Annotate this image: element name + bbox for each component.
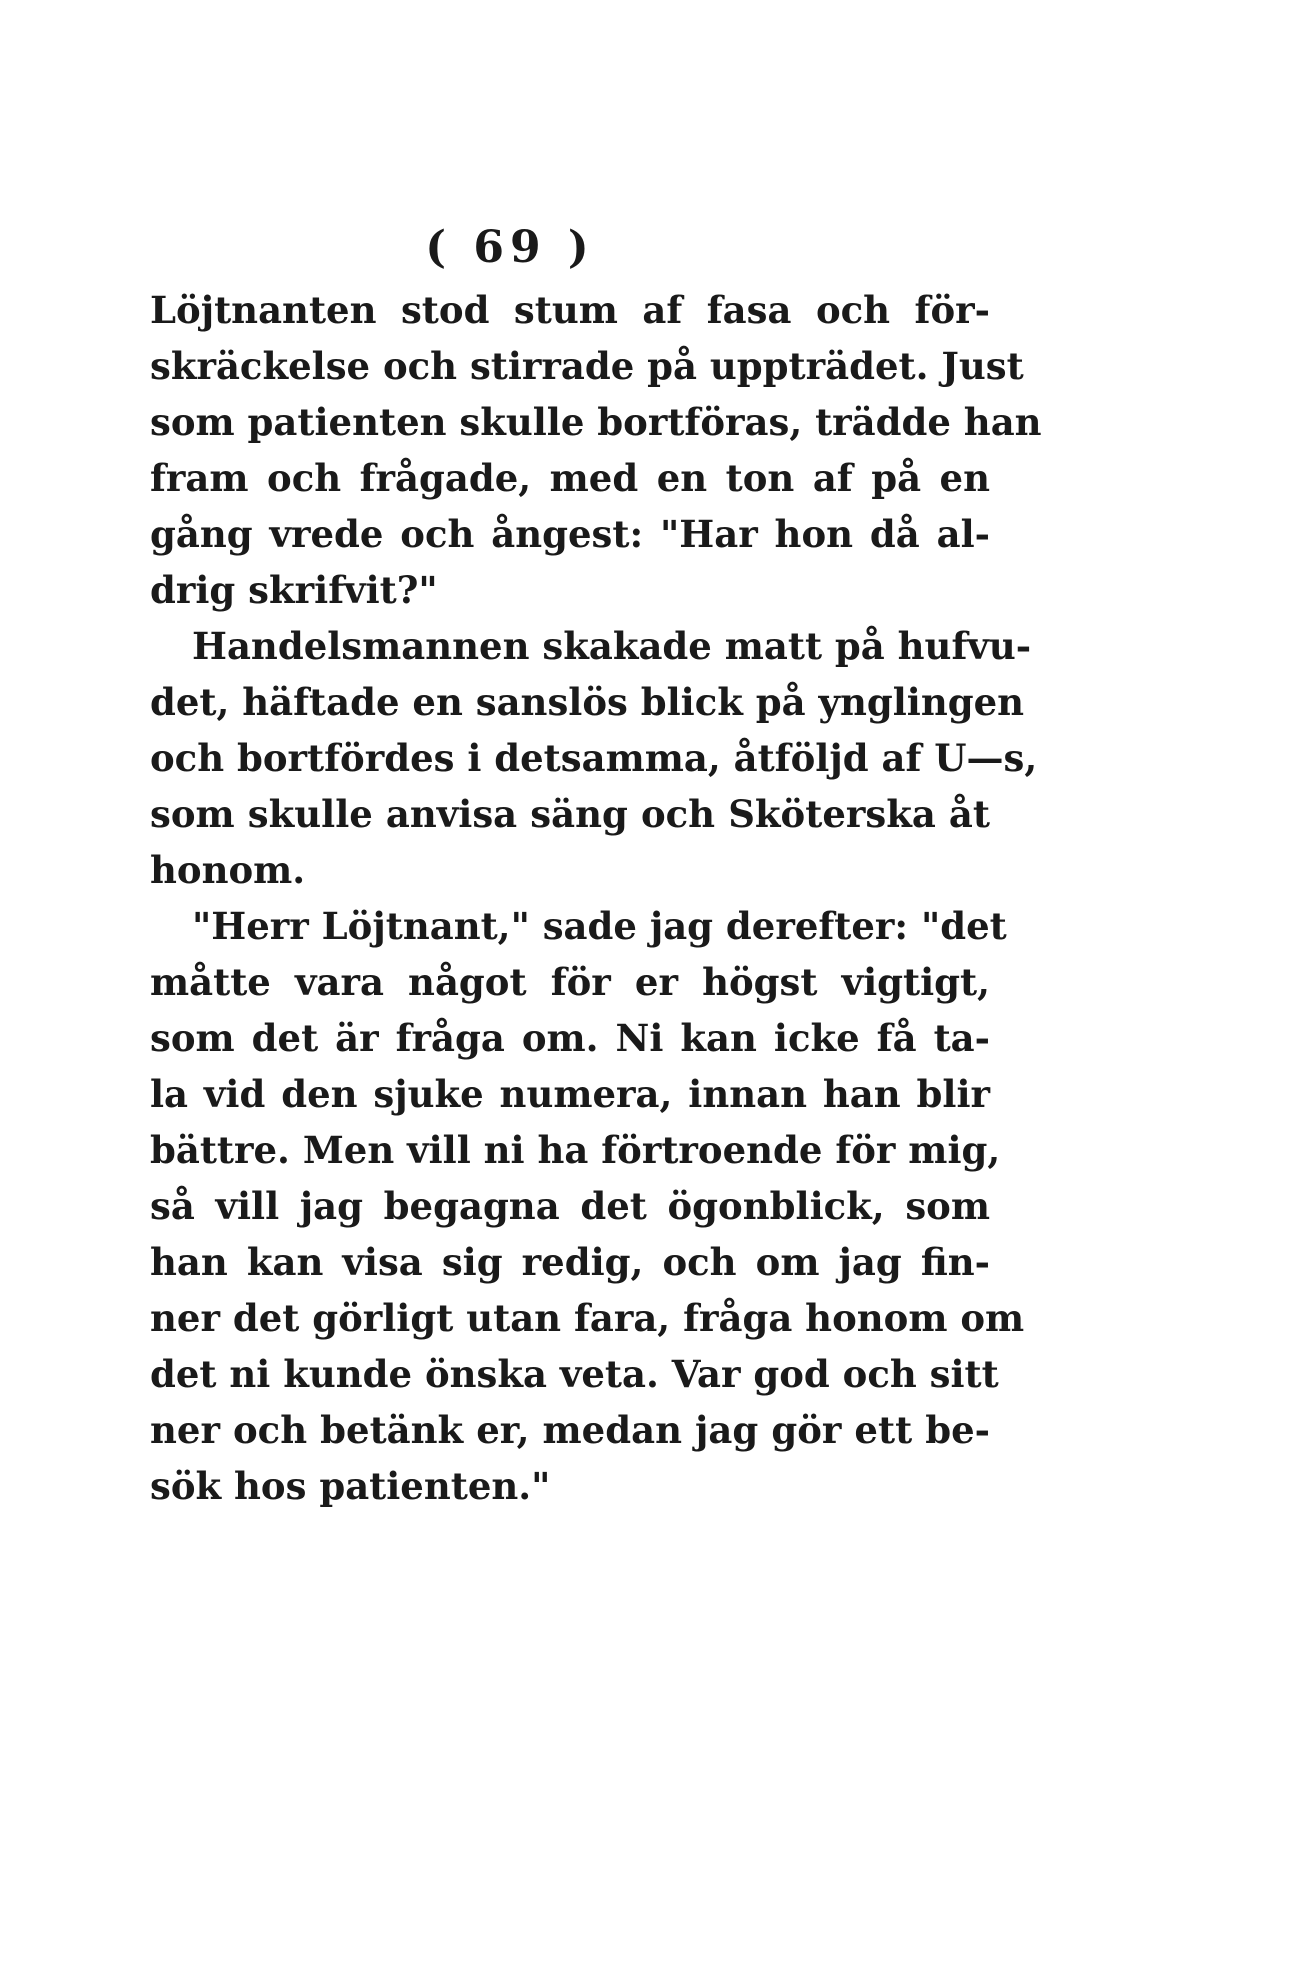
- text-line: gång vrede och ångest: "Har hon då al-: [150, 512, 990, 556]
- text-line: ner det görligt utan fara, fråga honom om: [150, 1296, 1025, 1340]
- body-text: [150, 282, 1042, 1514]
- text-line: så vill jag begagna det ögonblick, som: [150, 1184, 990, 1228]
- text-line: ner och betänk er, medan jag gör ett be-: [150, 1408, 990, 1452]
- text-line: bättre. Men vill ni ha förtroende för mig,: [150, 1128, 1001, 1172]
- text-line: han kan visa sig redig, och om jag fin-: [150, 1240, 990, 1284]
- text-line: Handelsmannen skakade matt på hufvu-: [192, 624, 1032, 668]
- text-line: som patienten skulle bortföras, trädde han: [150, 400, 1042, 444]
- text-line: som det är fråga om. Ni kan icke få ta-: [150, 1016, 990, 1060]
- text-line: det, häftade en sanslös blick på ynglingen: [150, 680, 1025, 724]
- text-line: la vid den sjuke numera, innan han blir: [150, 1072, 990, 1116]
- page-number: ( 69 ): [425, 222, 595, 273]
- text-line: och bortfördes i detsamma, åtföljd af U—s,: [150, 736, 1038, 780]
- text-line: drig skrifvit?": [150, 568, 438, 612]
- text-line: sök hos patienten.": [150, 1464, 551, 1508]
- text-line: fram och frågade, med en ton af på en: [150, 456, 990, 500]
- text-line: som skulle anvisa säng och Sköterska åt: [150, 792, 990, 836]
- text-line: Löjtnanten stod stum af fasa och för-: [150, 288, 990, 332]
- text-line: det ni kunde önska veta. Var god och sitt: [150, 1352, 999, 1396]
- text-line: honom.: [150, 848, 306, 892]
- text-line: skräckelse och stirrade på uppträdet. Just: [150, 344, 1024, 388]
- text-line: "Herr Löjtnant," sade jag derefter: "det: [192, 904, 1007, 948]
- text-line: måtte vara något för er högst vigtigt,: [150, 960, 990, 1004]
